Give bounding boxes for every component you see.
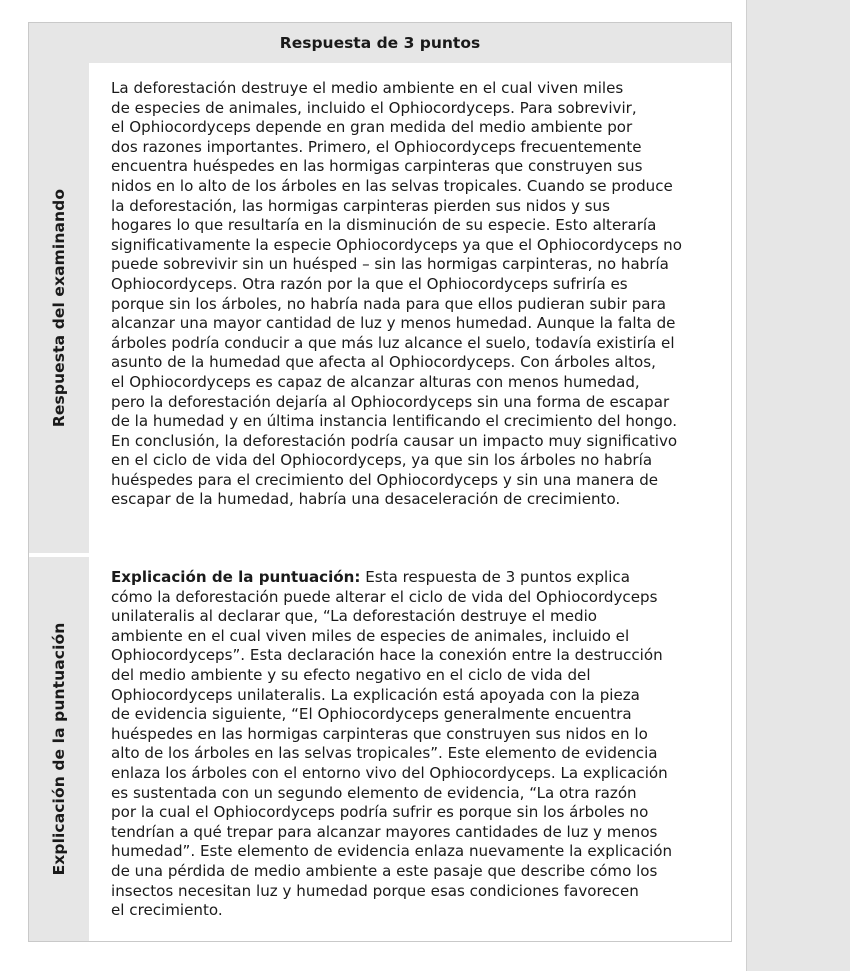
explanation-lead: Explicación de la puntuación: [111, 568, 361, 586]
text-line: humedad”. Este elemento de evidencia enlaza nuevamente la explicación [111, 842, 673, 861]
table-title: Respuesta de 3 puntos [279, 34, 481, 52]
scoring-table [28, 22, 732, 942]
text-line: En conclusión, la deforestación podría causar un impacto muy significativo [111, 431, 678, 450]
explanation-label: Explicación de la puntuación [50, 622, 68, 876]
text-line: significativamente la especie Ophiocordyceps ya que el Ophiocordyceps no [111, 235, 682, 254]
text-line: en el ciclo de vida del Ophiocordyceps, ya que sin los árboles no habría [111, 451, 653, 470]
text-line: de una pérdida de medio ambiente a este pasaje que describe cómo los [111, 861, 658, 880]
text-line: por la cual el Ophiocordyceps podría sufrir es porque sin los árboles no [111, 803, 649, 822]
text-line: porque sin los árboles, no habría nada para que ellos pudieran subir para [111, 294, 666, 313]
text-line: unilateralis al declarar que, “La deforestación destruye el medio [111, 607, 598, 626]
table-header [29, 23, 731, 63]
page-margin [746, 0, 850, 971]
text-line: ambiente en el cual viven miles de especies de animales, incluido el [111, 626, 630, 645]
text-line: la deforestación, las hormigas carpinteras pierden sus nidos y sus [111, 196, 610, 215]
text-line: dos razones importantes. Primero, el Ophiocordyceps frecuentemente [111, 137, 642, 156]
response-label: Respuesta del examinando [50, 188, 68, 428]
explanation-first-line: Esta respuesta de 3 puntos explica [360, 568, 630, 586]
text-line [111, 568, 721, 588]
text-line: huéspedes en las hormigas carpinteras que construyen sus nidos en lo [111, 724, 648, 743]
text-line: cómo la deforestación puede alterar el ciclo de vida del Ophiocordyceps [111, 587, 658, 606]
text-line: de evidencia siguiente, “El Ophiocordyceps generalmente encuentra [111, 705, 632, 724]
text-line: pero la deforestación dejaría al Ophiocordyceps sin una forma de escapar [111, 392, 670, 411]
text-line: puede sobrevivir sin un huésped – sin las hormigas carpinteras, no habría [111, 255, 669, 274]
text-line: el Ophiocordyceps depende en gran medida del medio ambiente por [111, 118, 633, 137]
text-line: nidos en lo alto de los árboles en las selvas tropicales. Cuando se produce [111, 176, 673, 195]
text-line: enlaza los árboles con el entorno vivo del Ophiocordyceps. La explicación [111, 763, 668, 782]
text-line: asunto de la humedad que afecta al Ophiocordyceps. Con árboles altos, [111, 353, 656, 372]
text-line: del medio ambiente y su efecto negativo en el ciclo de vida del [111, 665, 591, 684]
text-line: hogares lo que resultaría en la disminución de su especie. Esto alteraría [111, 216, 657, 235]
text-line: el Ophiocordyceps es capaz de alcanzar alturas con menos humedad, [111, 372, 640, 391]
text-line: escapar de la humedad, habría una desaceleración de crecimiento. [111, 490, 621, 509]
text-line: alto de los árboles en las selvas tropicales”. Este elemento de evidencia [111, 744, 658, 763]
text-line: de la humedad y en última instancia lentificando el crecimiento del hongo. [111, 412, 678, 431]
text-line: encuentra huéspedes en las hormigas carpinteras que construyen sus [111, 157, 643, 176]
text-line: de especies de animales, incluido el Ophiocordyceps. Para sobrevivir, [111, 98, 637, 117]
text-line: árboles podría conducir a que más luz alcance el suelo, todavía existiría el [111, 333, 675, 352]
text-line: el crecimiento. [111, 901, 223, 920]
explanation-label-cell [29, 557, 89, 941]
text-line: insectos necesitan luz y humedad porque esas condiciones favorecen [111, 881, 639, 900]
text-line: huéspedes para el crecimiento del Ophiocordyceps y sin una manera de [111, 470, 659, 489]
text-line: Ophiocordyceps unilateralis. La explicación está apoyada con la pieza [111, 685, 640, 704]
response-label-cell [29, 63, 89, 553]
text-line: alcanzar una mayor cantidad de luz y menos humedad. Aunque la falta de [111, 314, 676, 333]
text-line: es sustentada con un segundo elemento de evidencia, “La otra razón [111, 783, 637, 802]
explanation-text [111, 568, 721, 921]
text-line: tendrían a qué trepar para alcanzar mayores cantidades de luz y menos [111, 822, 658, 841]
text-line: Ophiocordyceps”. Esta declaración hace la conexión entre la destrucción [111, 646, 663, 665]
text-line: La deforestación destruye el medio ambiente en el cual viven miles [111, 79, 624, 97]
response-text [111, 79, 721, 510]
text-line: Ophiocordyceps. Otra razón por la que el Ophiocordyceps sufriría es [111, 274, 628, 293]
row-separator [29, 553, 731, 557]
